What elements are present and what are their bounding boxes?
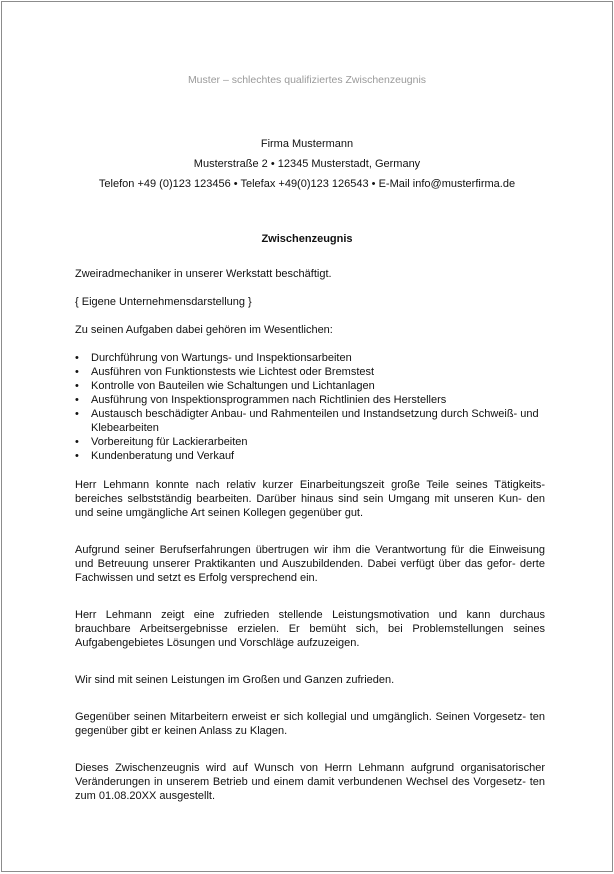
company-name: Firma Mustermann bbox=[260, 138, 354, 150]
paragraph: Dieses Zwischenzeugnis wird auf Wunsch von Herrn Lehmann aufgrund organisatorischer Veränderungen in unserem Betrieb und einem damit verbundenen Wechsel des Vorgesetz- ten zum 01.08.20XX ausgestellt. bbox=[75, 762, 545, 802]
paragraph: Aufgrund seiner Berufserfahrungen übertrugen wir ihm die Verantwortung für die Einweisung und Betreuung unserer Praktikanten und Auszubildenden. Dabei verfügt über das gefor- derte Fachwissen und setzt es Erfolg versprechend ein. bbox=[75, 544, 545, 584]
tasks-intro: Zu seinen Aufgaben dabei gehören im Wesentlichen: bbox=[75, 324, 333, 336]
list-item: • Vorbereitung für Lackierarbeiten bbox=[75, 435, 545, 449]
document-body bbox=[75, 267, 545, 803]
list-item: • Durchführung von Wartungs- und Inspektionsarbeiten bbox=[75, 351, 545, 365]
document-page bbox=[1, 1, 613, 872]
paragraph: Wir sind mit seinen Leistungen im Großen und Ganzen zufrieden. bbox=[75, 674, 395, 686]
list-item: • Ausführung von Inspektionsprogrammen nach Richtlinien des Herstellers bbox=[75, 393, 545, 407]
tasks-list bbox=[75, 351, 545, 463]
document-caption: Muster – schlechtes qualifiziertes Zwischenzeugnis bbox=[187, 74, 427, 86]
list-item: • Kundenberatung und Verkauf bbox=[75, 449, 545, 463]
intro-text: Zweiradmechaniker in unserer Werkstatt beschäftigt. bbox=[75, 268, 332, 280]
company-placeholder: { Eigene Unternehmensdarstellung } bbox=[75, 296, 252, 308]
company-address: Musterstraße 2 • 12345 Musterstadt, Germany bbox=[193, 158, 421, 170]
company-letterhead bbox=[2, 134, 612, 194]
paragraph: Herr Lehmann zeigt eine zufrieden stellende Leistungsmotivation und kann durchaus brauchbare Arbeitsergebnisse erzielen. Er bemüht sich, bei Problemstellungen seines Aufgabengebietes Lösungen und Vorschläge aufzuzeigen. bbox=[75, 609, 545, 649]
list-item: • Ausführen von Funktionstests wie Lichtest oder Bremstest bbox=[75, 365, 545, 379]
list-item: • Kontrolle von Bauteilen wie Schaltungen und Lichtanlagen bbox=[75, 379, 545, 393]
paragraph: Gegenüber seinen Mitarbeitern erweist er sich kollegial und umgänglich. Seinen Vorgesetz- ten gegenüber gibt er keinen Anlass zu Klagen. bbox=[75, 711, 545, 737]
list-item: • Austausch beschädigter Anbau- und Rahmenteilen und Instandsetzung durch Schweiß- und Klebearbeiten bbox=[75, 407, 545, 435]
document-title: Zwischenzeugnis bbox=[261, 233, 353, 245]
paragraph: Herr Lehmann konnte nach relativ kurzer Einarbeitungszeit große Teile seines Tätigkeits- bereiches selbstständig bearbeiten. Darüber hinaus sind sein Umgang mit unseren Kun- den und seine umgängliche Art seinen Kollegen gegenüber gut. bbox=[75, 479, 545, 519]
company-contact: Telefon +49 (0)123 123456 • Telefax +49(0)123 126543 • E-Mail info@musterfirma.de bbox=[98, 178, 516, 190]
